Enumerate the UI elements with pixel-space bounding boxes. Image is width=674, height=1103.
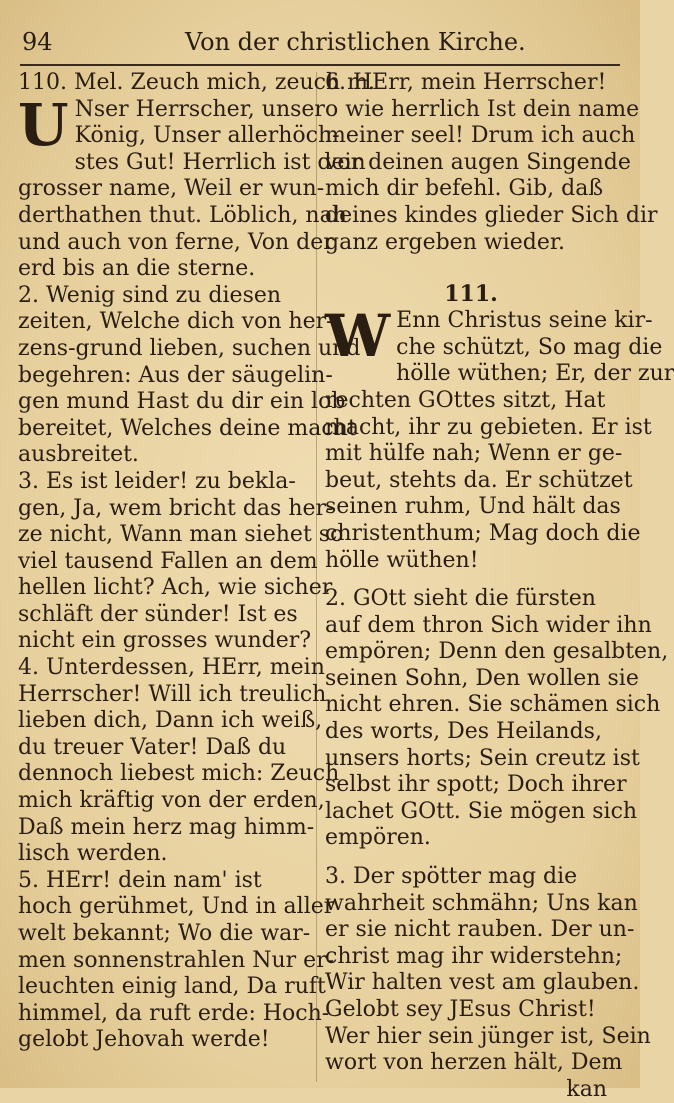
page-number: 94 [22,28,53,56]
header-rule [20,64,620,66]
text-line: auf dem thron Sich wider ihn [325,612,652,638]
text-line: deines kindes glieder Sich dir [325,202,658,228]
hymn-110-stanza-6 [325,70,658,256]
text-line: nicht ein grosses wunder? [18,628,312,654]
text-line: 3. Es ist leider! zu bekla- [18,468,296,494]
text-line: Daß mein herz mag himm- [18,814,315,840]
text-line: du treuer Vater! Daß du [18,734,287,760]
text-line: meiner seel! Drum ich auch [325,123,636,149]
text-line: ganz ergeben wieder. [325,229,565,255]
text-line: seinen ruhm, Und hält das [325,494,621,520]
text-line: Wir halten vest am glauben. [325,970,640,996]
text-line: hoch gerühmet, Und in aller [18,894,335,920]
text-line: 6. HErr, mein Herrscher! [325,70,607,95]
text-line: himmel, da ruft erde: Hoch- [18,1000,330,1026]
text-line: leuchten einig land, Da ruft [18,974,326,1000]
text-line: hellen licht? Ach, wie sicher [18,575,333,601]
text-line: macht, ihr zu gebieten. Er ist [325,414,652,440]
text-line: hölle wüthen; Er, der zur [396,361,674,387]
text-line: lieben dich, Dann ich weiß, [18,708,323,734]
hymn-110-stanza-3 [18,468,344,655]
hymn-111-stanza-2 [325,586,669,852]
text-line: zeiten, Welche dich von her- [18,309,334,335]
text-line: stes Gut! Herrlich ist dein [74,149,366,175]
catchword: kan [566,1076,607,1102]
text-line: König, Unser allerhöch- [74,123,340,149]
text-line: gelobt Jehovah werde! [18,1027,270,1053]
text-line: zens-grund lieben, suchen und [18,335,361,361]
text-line: che schützt, So mag die [396,334,663,360]
text-line: viel tausend Fallen an dem [18,548,318,574]
text-line: er sie nicht rauben. Der un- [325,917,635,943]
right-column [325,70,674,1103]
text-line: christ mag ihr widerstehn; [325,943,623,969]
text-line: gen mund Hast du dir ein lob [18,389,346,415]
text-line: erd bis an die sterne. [18,256,256,282]
hymn-110-stanza-1 [18,90,366,283]
hymn-110-stanza-2 [18,282,361,469]
text-line: Gelobt sey JEsus Christ! [325,997,596,1022]
text-line: 4. Unterdessen, HErr, mein [18,655,325,681]
text-line: welt bekannt; Wo die war- [18,921,311,946]
text-line: vor deinen augen Singende [325,149,631,175]
text-line: ze nicht, Wann man siehet so [18,522,344,548]
left-column [18,70,375,1054]
hymn-110-stanza-4 [18,655,340,868]
text-line: Wer hier sein jünger ist, Sein [325,1023,651,1049]
text-line: nicht ehren. Sie schämen sich [325,692,661,718]
text-line: derthathen thut. Löblich, nah [18,202,347,228]
hymn-111-stanza-3 [325,864,651,1077]
hymn-110-title: 110. Mel. Zeuch mich, zeuch m. [18,70,375,95]
text-line: wort von herzen hält, Dem [325,1050,623,1076]
text-line: schläft der sünder! Ist es [18,601,298,627]
text-line: unsers horts; Sein creutz ist [325,745,640,771]
text-line: beut, stehts da. Er schützet [325,467,633,493]
text-line: gen, Ja, wem bricht das her- [18,495,334,521]
text-line: christenthum; Mag doch die [325,520,641,546]
text-line: 2. Wenig sind zu diesen [18,282,282,308]
text-line: selbst ihr spott; Doch ihrer [325,772,627,798]
text-line: begehren: Aus der säugelin- [18,362,333,388]
text-line: bereitet, Welches deine macht [18,415,357,441]
page-header [0,28,640,64]
drop-cap: U [18,90,69,159]
text-line: empören; Denn den gesalbten, [325,639,669,665]
text-line: o wie herrlich Ist dein name [325,96,640,122]
text-line: 2. GOtt sieht die fürsten [325,586,596,612]
text-line: mich kräftig von der erden, [18,788,325,814]
text-line: seinen Sohn, Den wollen sie [325,665,639,691]
text-line: Enn Christus seine kir- [396,308,653,334]
text-line: lachet GOtt. Sie mögen sich [325,798,638,824]
running-title: Von der christlichen Kirche. [185,28,526,56]
text-line: men sonnenstrahlen Nur er- [18,947,335,973]
text-line: Nser Herrscher, unser [74,96,325,122]
text-line: 5. HErr! dein nam' ist [18,867,262,893]
text-line: hölle wüthen! [325,547,479,573]
text-line: wahrheit schmähn; Uns kan [325,890,638,916]
drop-cap: W [325,302,391,371]
text-line: Herrscher! Will ich treulich [18,681,327,707]
text-line: dennoch liebest mich: Zeuch [18,761,340,787]
hymn-110-stanza-5 [18,867,335,1054]
text-line: des worts, Des Heilands, [325,719,602,745]
text-line: und auch von ferne, Von der [18,229,334,255]
hymn-111-number: 111. [444,281,498,308]
text-line: mich dir befehl. Gib, daß [325,176,604,202]
text-line: ausbreitet. [18,442,139,468]
text-line: mit hülfe nah; Wenn er ge- [325,441,623,467]
text-line: lisch werden. [18,841,168,867]
text-line: 3. Der spötter mag die [325,864,578,890]
hymn-111-stanza-1 [325,302,674,574]
text-line: empören. [325,825,431,851]
text-line: grosser name, Weil er wun- [18,176,325,202]
text-line: rechten GOttes sitzt, Hat [325,387,606,413]
